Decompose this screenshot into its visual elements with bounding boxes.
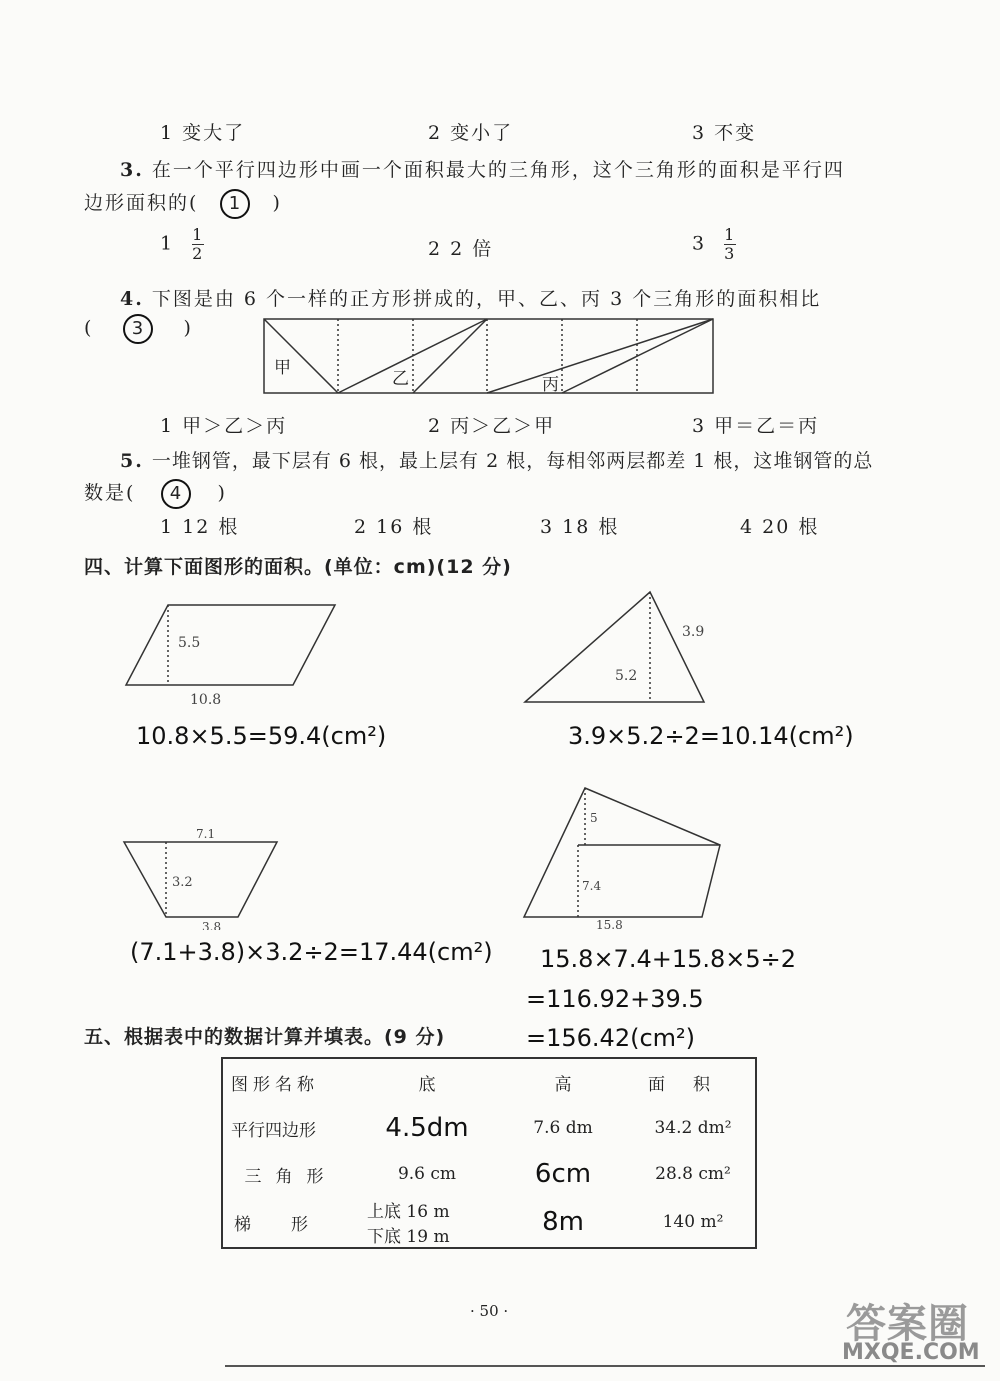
q3-option-1-fraction xyxy=(192,226,204,263)
section4-figures xyxy=(0,590,1000,930)
label-jia: 甲 xyxy=(274,358,291,378)
table-row xyxy=(222,1151,756,1197)
watermark-logo: 答案圈 xyxy=(846,1301,969,1347)
q4-figure xyxy=(262,316,716,396)
trapezoid-answer: (7.1+3.8)×3.2÷2=17.44(cm²) xyxy=(130,938,493,966)
q3-stem xyxy=(120,155,845,182)
parallelogram-base-label: 10.8 xyxy=(190,692,222,708)
triangle-shape xyxy=(525,592,704,702)
q2-option-1: 1 变大了 xyxy=(160,122,246,144)
q4-option-3: 3 甲＝乙＝丙 xyxy=(692,415,820,437)
composite-bottom-height-label: 7.4 xyxy=(582,879,602,893)
q4-paren xyxy=(84,314,193,344)
q5-option-3: 3 18 根 xyxy=(540,516,620,538)
q4-number: 4. xyxy=(120,288,144,310)
q5-number: 5. xyxy=(120,450,144,472)
triangle-height-label: 3.9 xyxy=(682,624,705,640)
q3-answer: 1 xyxy=(220,189,250,219)
page-number: · 50 · xyxy=(470,1302,509,1320)
q5-stem-line1: 一堆钢管，最下层有 6 根，最上层有 2 根，每相邻两层都差 1 根，这堆钢管的总 xyxy=(151,450,874,472)
data-table xyxy=(221,1057,757,1249)
cell-name: 三角形 xyxy=(244,1166,338,1187)
table-row xyxy=(222,1105,756,1151)
composite-shape xyxy=(524,788,720,917)
parallelogram-height-label: 5.5 xyxy=(178,635,201,651)
q4-option-2: 2 丙＞乙＞甲 xyxy=(428,415,556,437)
parallelogram-shape xyxy=(126,605,335,685)
label-yi: 乙 xyxy=(392,369,409,389)
fraction-denominator: 3 xyxy=(724,244,737,263)
triangle-jia-edge xyxy=(264,319,338,393)
composite-answer-line2: =116.92+39.5 xyxy=(526,985,704,1013)
triangle-bing-edge xyxy=(487,319,713,393)
q4-option-1: 1 甲＞乙＞丙 xyxy=(160,415,288,437)
header-name: 图形名称 xyxy=(231,1074,319,1095)
q3-option-3 xyxy=(692,226,736,263)
fraction-numerator: 1 xyxy=(724,225,737,244)
q5-option-1: 1 12 根 xyxy=(160,516,240,538)
section5-heading: 五、根据表中的数据计算并填表。(9 分) xyxy=(84,1026,446,1048)
cell-height-answer: 8m xyxy=(542,1207,584,1237)
q4-paren-open: ( xyxy=(84,317,94,339)
composite-answer-line3: =156.42(cm²) xyxy=(526,1024,696,1052)
q3-paren-close: ) xyxy=(272,192,282,214)
cell-area: 28.8 cm² xyxy=(655,1164,731,1184)
q4-stem-text: 下图是由 6 个一样的正方形拼成的，甲、乙、丙 3 个三角形的面积相比 xyxy=(151,288,822,310)
section4-heading: 四、计算下面图形的面积。(单位：cm)(12 分) xyxy=(84,556,512,578)
q3-option-1 xyxy=(160,226,204,263)
q2-option-3: 3 不变 xyxy=(692,122,757,144)
trapezoid-height-label: 3.2 xyxy=(172,875,193,890)
q5-paren-open: 数是( xyxy=(84,482,136,504)
triangle-answer: 3.9×5.2÷2=10.14(cm²) xyxy=(568,722,854,750)
cell-base-top: 上底 16 m xyxy=(367,1202,450,1222)
q3-option-1-prefix: 1 xyxy=(160,232,175,255)
q3-option-3-prefix: 3 xyxy=(692,232,707,255)
table-row xyxy=(222,1197,756,1248)
q5-stem xyxy=(120,446,873,473)
fraction-denominator: 2 xyxy=(192,244,205,263)
q5-answer: 4 xyxy=(161,479,191,509)
trapezoid-bottom-label: 3.8 xyxy=(202,920,222,930)
q5-paren-close: ) xyxy=(217,482,227,504)
q5-stem-line2 xyxy=(84,478,227,509)
cell-base-bottom: 下底 19 m xyxy=(367,1227,450,1247)
header-height: 高 xyxy=(554,1074,572,1095)
trapezoid-shape xyxy=(124,842,277,917)
q3-option-2: 2 2 倍 xyxy=(428,238,494,260)
footer-rule xyxy=(225,1365,985,1367)
q3-stem-line2 xyxy=(84,188,282,219)
composite-top-height-label: 5 xyxy=(590,811,598,825)
fraction-numerator: 1 xyxy=(192,225,205,244)
q5-option-4: 4 20 根 xyxy=(740,516,820,538)
cell-height-answer: 6cm xyxy=(534,1159,592,1189)
header-area: 面积 xyxy=(648,1074,738,1095)
q3-number: 3. xyxy=(120,159,144,181)
cell-base-pair xyxy=(359,1197,495,1248)
cell-height: 7.6 dm xyxy=(533,1118,593,1138)
composite-base-label: 15.8 xyxy=(596,918,623,930)
q3-stem-line1: 在一个平行四边形中画一个面积最大的三角形，这个三角形的面积是平行四 xyxy=(151,159,845,181)
cell-base-answer: 4.5dm xyxy=(385,1113,469,1143)
header-base: 底 xyxy=(418,1074,436,1095)
cell-name: 梯形 xyxy=(234,1214,348,1235)
cell-area: 140 m² xyxy=(662,1212,724,1232)
q4-answer: 3 xyxy=(123,314,153,344)
q2-option-2: 2 变小了 xyxy=(428,122,514,144)
q4-stem xyxy=(120,284,821,311)
composite-answer-line1: 15.8×7.4+15.8×5÷2 xyxy=(540,945,797,973)
q5-option-2: 2 16 根 xyxy=(354,516,434,538)
cell-base: 9.6 cm xyxy=(397,1164,457,1184)
table-header-row xyxy=(222,1058,756,1105)
triangle-yi-edge xyxy=(413,319,487,393)
q3-option-3-fraction xyxy=(724,226,736,263)
q4-paren-close: ) xyxy=(183,317,193,339)
label-bing: 丙 xyxy=(542,375,559,395)
figure-outline xyxy=(264,319,713,393)
cell-area: 34.2 dm² xyxy=(654,1118,732,1138)
cell-name: 平行四边形 xyxy=(231,1120,316,1141)
watermark-url: MXQE.COM xyxy=(842,1340,980,1365)
q3-paren-open: 边形面积的( xyxy=(84,192,199,214)
triangle-base-label: 5.2 xyxy=(615,668,638,684)
trapezoid-top-label: 7.1 xyxy=(196,827,216,841)
parallelogram-answer: 10.8×5.5=59.4(cm²) xyxy=(136,722,387,750)
